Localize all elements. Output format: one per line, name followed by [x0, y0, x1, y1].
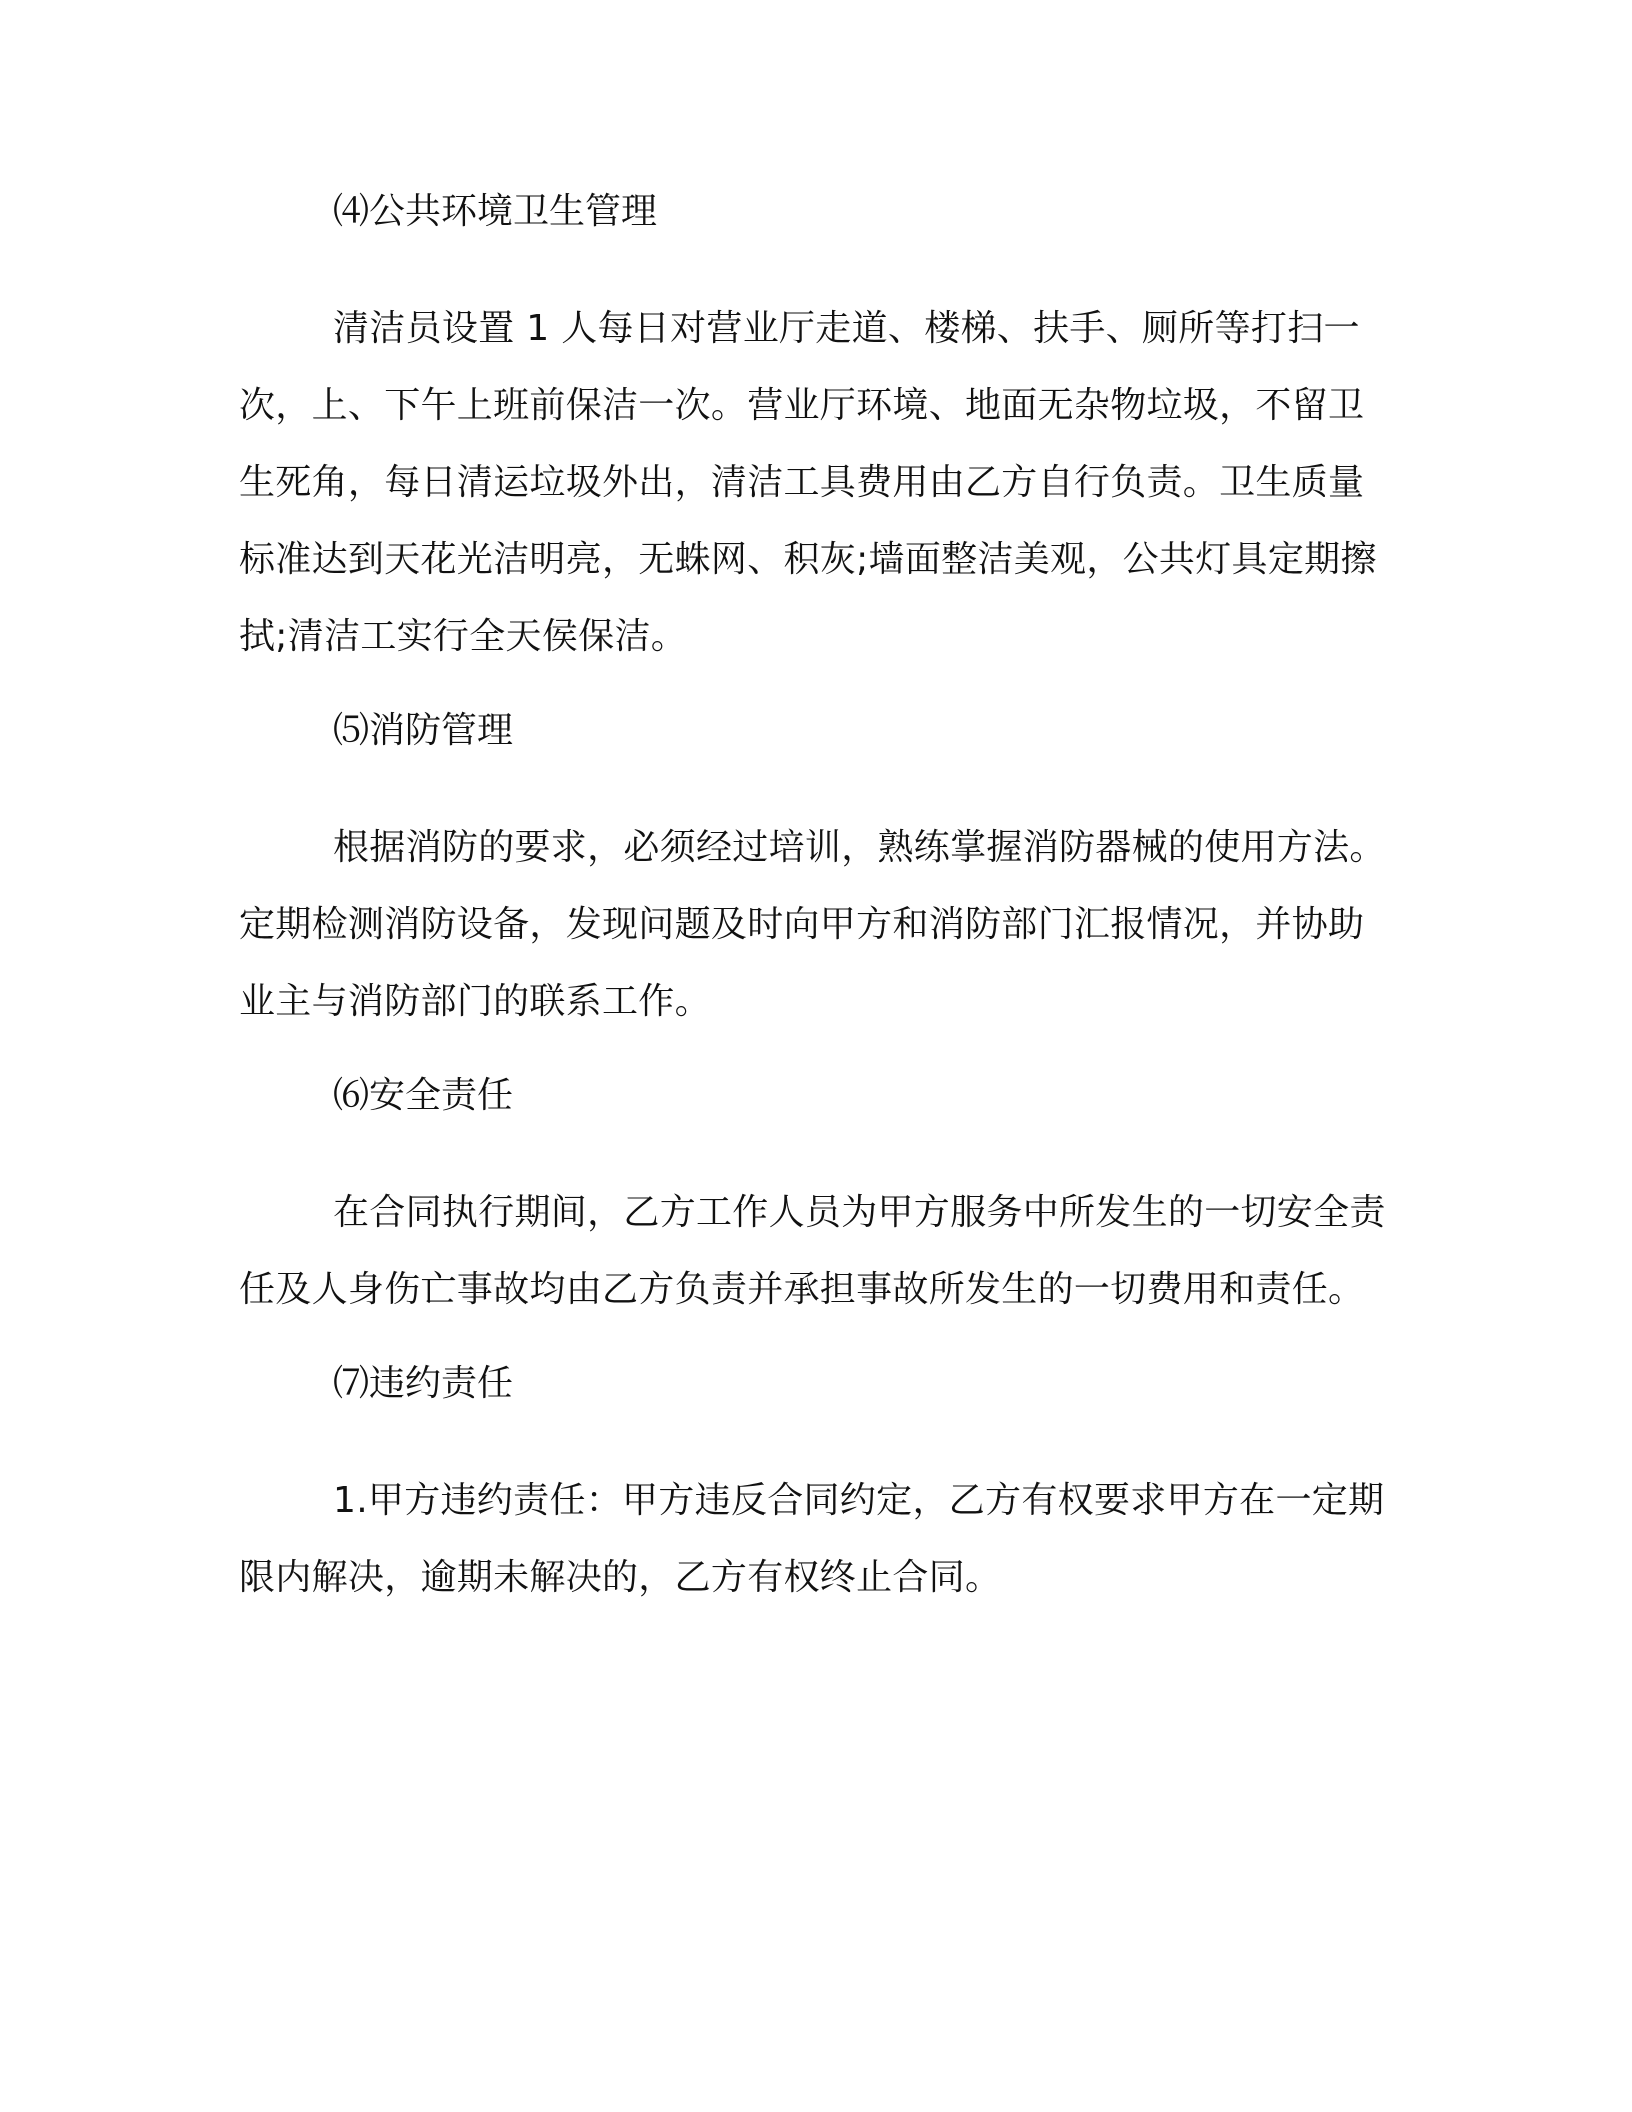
section-text-public-sanitation: 清洁员设置 1 人每日对营业厅走道、楼梯、扶手、厕所等打扫一次，上、下午上班前保洁一次。营业厅环境、地面无杂物垃圾，不留卫生死角，每日清运垃圾外出，清洁工具费用由乙方自行负责。卫生质量标准达到天花光洁明亮，无蛛网、积灰;墙面整洁美观，公共灯具定期擦拭;清洁工实行全天侯保洁。: [239, 308, 1377, 657]
section-heading-public-sanitation: ⑷公共环境卫生管理: [333, 191, 658, 232]
document-body: [239, 186, 1399, 1642]
section-heading-safety-responsibility: ⑹安全责任: [333, 1075, 514, 1116]
section-text-fire-management: 根据消防的要求，必须经过培训，熟练掌握消防器械的使用方法。定期检测消防设备，发现问题及时向甲方和消防部门汇报情况，并协助业主与消防部门的联系工作。: [239, 827, 1386, 1022]
section-heading-fire-management: ⑸消防管理: [333, 710, 514, 751]
section-text-safety-responsibility: 在合同执行期间，乙方工作人员为甲方服务中所发生的一切安全责任及人身伤亡事故均由乙方负责并承担事故所发生的一切费用和责任。: [239, 1192, 1386, 1310]
section-text-breach-liability: 1.甲方违约责任：甲方违反合同约定，乙方有权要求甲方在一定期限内解决，逾期未解决的，乙方有权终止合同。: [239, 1480, 1385, 1598]
section-heading-breach-liability: ⑺违约责任: [333, 1363, 514, 1404]
